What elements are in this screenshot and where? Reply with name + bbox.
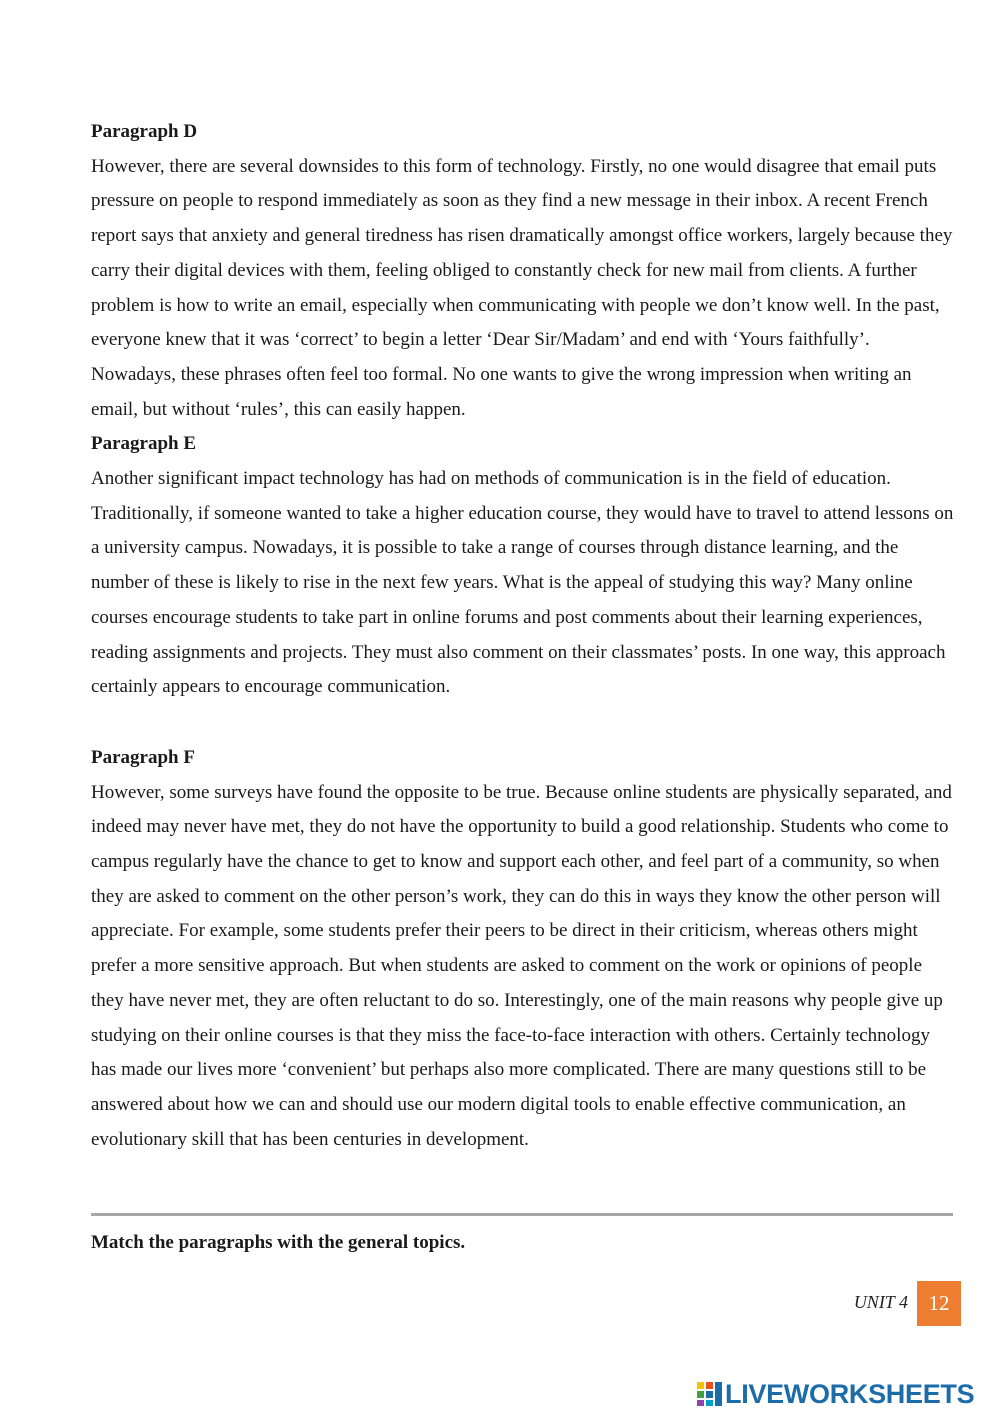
paragraph-e-heading: Paragraph E — [91, 433, 197, 455]
section-spacer — [91, 705, 955, 741]
section-divider — [91, 1213, 953, 1216]
liveworksheets-brand — [697, 1379, 974, 1409]
paragraph-f-text: However, some surveys have found the opposite to be true. Because online students are physically separated, and indeed may never have met, they do not have the opportunity to build a good relationship. Students who come to campus regularly have the chance to get to know and support each other, and feel part of a community, so when they are asked to comment on the other person’s work, they can do this in ways they know the other person will appreciate. For example, some students prefer their peers to be direct in their criticism, whereas others might prefer a more sensitive approach. But when students are asked to comment on the work or opinions of people they have never met, they are often reluctant to do so. Interestingly, one of the main reasons why people give up studying on their online courses is that they miss the face-to-face interaction with others. Certainly technology has made our lives more ‘convenient’ but perhaps also more complicated. There are many questions still to be answered about how we can and should use our modern digital tools to enable effective communication, an evolutionary skill that has been centuries in development. — [91, 781, 952, 1150]
liveworksheets-logo-icon — [697, 1382, 723, 1406]
instruction-text: Match the paragraphs with the general topics. — [91, 1232, 466, 1253]
paragraph-f-heading: Paragraph F — [91, 746, 195, 768]
unit-label: UNIT 4 — [853, 1292, 908, 1312]
page-number-badge: 12 — [917, 1281, 961, 1326]
paragraph-d-heading: Paragraph D — [91, 121, 198, 142]
paragraph-d-text: However, there are several downsides to this form of technology. Firstly, no one would disagree that email puts pressure on people to respond immediately as soon as they find a new message in their inbox. A recent French report says that anxiety and general tiredness has risen dramatically amongst office workers, largely because they carry their digital devices with them, feeling obliged to constantly check for new mail from clients. A further problem is how to write an email, especially when communicating with people we don’t know well. In the past, everyone knew that it was ‘correct’ to begin a letter ‘Dear Sir/Madam’ and end with ‘Yours faithfully’. Nowadays, these phrases often feel too formal. No one wants to give the wrong impression when writing an email, but without ‘rules’, this can easily happen. — [91, 155, 953, 420]
paragraph-e-text: Another significant impact technology has had on methods of communication is in the field of education. Traditionally, if someone wanted to take a higher education course, they would have to travel to attend lessons on a university campus. Nowadays, it is possible to take a range of courses through distance learning, and the number of these is likely to rise in the next few years. What is the appeal of studying this way? Many online courses encourage students to take part in online forums and post comments about their learning experiences, reading assignments and projects. They must also comment on their classmates’ posts. In one way, this approach certainly appears to encourage communication. — [91, 468, 954, 698]
document-body — [91, 115, 955, 1157]
brand-name: LIVEWORKSHEETS — [725, 1378, 975, 1409]
